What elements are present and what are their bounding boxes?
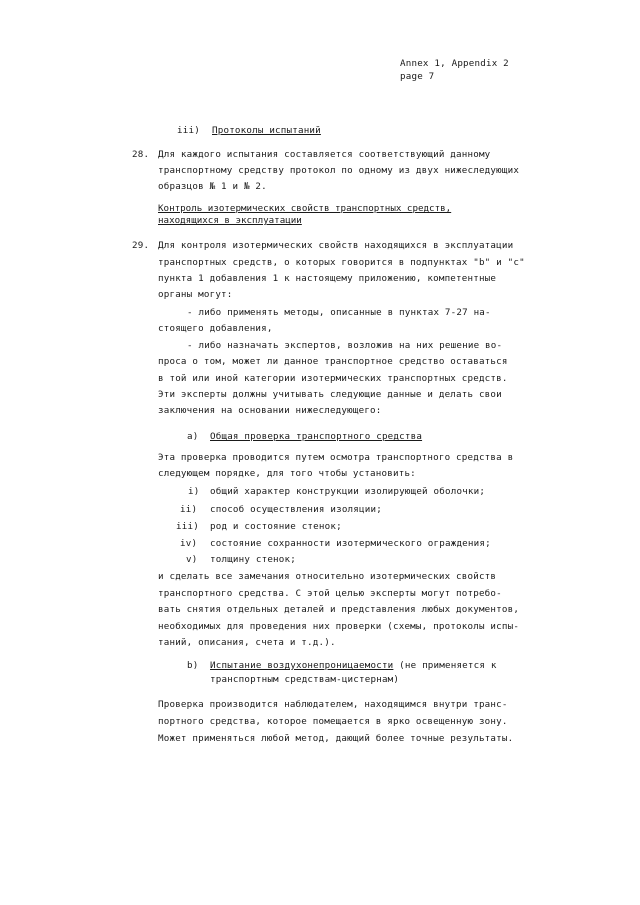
- paragraph-line: Эта проверка проводится путем осмотра транспортного средства в: [158, 452, 514, 463]
- heading-line: Контроль изотермических свойств транспортных средств,: [158, 203, 452, 214]
- paragraph-number: 29.: [132, 240, 150, 251]
- paragraph-line: вать снятия отдельных деталей и представления любых документов,: [158, 604, 520, 615]
- paragraph-line: Может применяться любой метод, дающий более точные результаты.: [158, 733, 514, 744]
- paragraph-line: транспортному средству протокол по одному из двух нижеследующих: [158, 165, 520, 176]
- paragraph-line: таний, описания, счета и т.д.).: [158, 637, 336, 648]
- paragraph-line: Проверка производится наблюдателем, находящимся внутри транс-: [158, 699, 508, 710]
- subsection-title-continued: транспортным средствам-цистернам): [210, 674, 400, 685]
- paragraph-line: транспортных средств, о которых говорится в подпунктах "b" и "c": [158, 257, 525, 268]
- subsection-heading-line: [210, 660, 497, 672]
- paragraph-line: образцов № 1 и № 2.: [158, 181, 267, 192]
- heading-line: находящихся в эксплуатации: [158, 215, 302, 226]
- list-item-text: состояние сохранности изотермического ограждения;: [210, 538, 491, 549]
- subsection-title: Испытание воздухонепроницаемости: [210, 660, 394, 671]
- section-number: iii): [177, 125, 200, 136]
- list-item-number: iv): [180, 538, 198, 549]
- paragraph-number: 28.: [132, 149, 150, 160]
- subsection-title: Общая проверка транспортного средства: [210, 431, 423, 442]
- section-heading: [158, 203, 468, 227]
- paragraph-line: необходимых для проведения них проверки (схемы, протоколы испы-: [158, 621, 520, 632]
- subsection-label: a): [187, 431, 199, 442]
- paragraph-line: и сделать все замечания относительно изотермических свойств: [158, 571, 497, 582]
- paragraph-line: пункта 1 добавления 1 к настоящему приложению, компетентные: [158, 273, 497, 284]
- list-item-text: общий характер конструкции изолирующей оболочки;: [210, 486, 486, 497]
- dash-item-line: Эти эксперты должны учитывать следующие данные и делать свои: [158, 389, 502, 400]
- list-item-number: v): [186, 554, 198, 565]
- dash-item-line: заключения на основании нижеследующего:: [158, 405, 382, 416]
- paragraph-line: органы могут:: [158, 289, 233, 300]
- list-item-number: iii): [176, 521, 199, 532]
- dash-item-line: - либо применять методы, описанные в пунктах 7-27 на-: [187, 307, 491, 318]
- paragraph-line: Для контроля изотермических свойств находящихся в эксплуатации: [158, 240, 514, 251]
- list-item-text: род и состояние стенок;: [210, 521, 342, 532]
- paragraph-line: портного средства, которое помещается в ярко освещенную зону.: [158, 716, 508, 727]
- paragraph-line: следующем порядке, для того чтобы установить:: [158, 468, 416, 479]
- list-item-number: ii): [180, 504, 198, 515]
- subsection-label: b): [187, 660, 199, 671]
- paragraph-line: Для каждого испытания составляется соответствующий данному: [158, 149, 491, 160]
- list-item-text: способ осуществления изоляции;: [210, 504, 382, 515]
- dash-item-line: - либо назначать экспертов, возложив на них решение во-: [187, 340, 503, 351]
- paragraph-line: транспортного средства. С этой целью эксперты могут потребо-: [158, 588, 502, 599]
- annex-reference: Annex 1, Appendix 2: [400, 58, 509, 69]
- page-number: page 7: [400, 71, 435, 82]
- dash-item-line: проса о том, может ли данное транспортное средство оставаться: [158, 356, 508, 367]
- dash-item-line: в той или иной категории изотермических транспортных средств.: [158, 373, 508, 384]
- subsection-title-rest: (не применяется к: [393, 660, 497, 671]
- list-item-number: i): [188, 486, 200, 497]
- list-item-text: толщину стенок;: [210, 554, 296, 565]
- dash-item-line: стоящего добавления,: [158, 323, 273, 334]
- section-title: Протоколы испытаний: [212, 125, 321, 136]
